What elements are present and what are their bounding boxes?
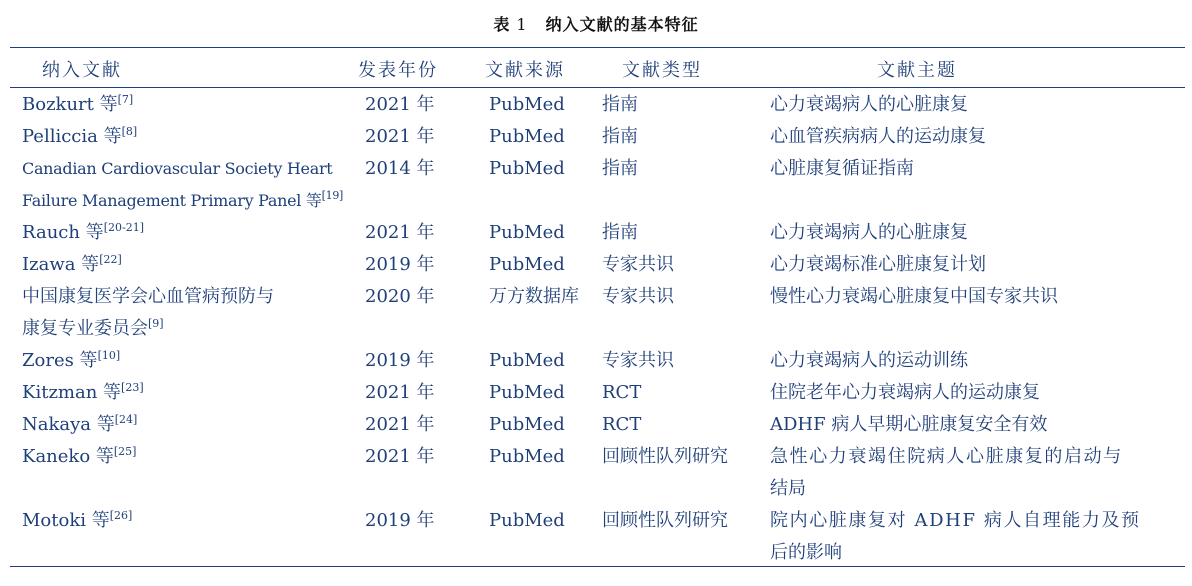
caption-label: 表 [493, 15, 511, 34]
author-cell: Kitzman 等[23] [22, 381, 144, 403]
source-cell: PubMed [489, 382, 565, 403]
author-cell: Motoki 等[26] [22, 509, 133, 531]
header-rule [10, 87, 1185, 88]
citation-ref: [10] [97, 349, 121, 362]
top-rule [10, 47, 1185, 48]
author-cell: 中国康复医学会心血管病预防与 [22, 286, 274, 307]
topic-cell: 慢性心力衰竭心脏康复中国专家共识 [770, 286, 1058, 307]
source-cell: PubMed [489, 126, 565, 147]
type-cell: RCT [602, 414, 642, 435]
author-cell: Nakaya 等[24] [22, 413, 138, 435]
source-cell: PubMed [489, 510, 565, 531]
topic-cell: 后的影响 [770, 542, 842, 563]
header-year: 发表年份 [358, 60, 438, 81]
topic-cell: 心脏康复循证指南 [770, 158, 914, 179]
header-topic: 文献主题 [877, 60, 957, 81]
topic-cell: 心力衰竭标准心脏康复计划 [770, 254, 986, 275]
citation-ref: [25] [113, 445, 137, 458]
type-cell: 专家共识 [602, 254, 674, 275]
year-cell: 2021 年 [365, 414, 435, 435]
table-caption [0, 12, 1192, 35]
source-cell: PubMed [489, 94, 565, 115]
year-cell: 2021 年 [365, 126, 435, 147]
bottom-rule [10, 566, 1185, 567]
citation-ref: [26] [109, 509, 133, 522]
source-cell: PubMed [489, 350, 565, 371]
year-cell: 2020 年 [365, 286, 435, 307]
caption-title: 纳入文献的基本特征 [545, 15, 699, 34]
citation-ref: [23] [121, 381, 144, 394]
author-cell: 康复专业委员会[9] [22, 317, 164, 339]
header-type: 文献类型 [622, 60, 702, 81]
topic-cell: 急性心力衰竭住院病人心脏康复的启动与 [770, 446, 1123, 467]
author-cell: Failure Management Primary Panel 等[19] [22, 189, 344, 210]
type-cell: 回顾性队列研究 [602, 510, 728, 531]
author-cell: Bozkurt 等[7] [22, 93, 134, 115]
author-cell: Kaneko 等[25] [22, 445, 137, 467]
topic-cell: 院内心脏康复对 ADHF 病人自理能力及预 [770, 510, 1141, 531]
type-cell: RCT [602, 382, 642, 403]
citation-ref: [7] [117, 93, 134, 106]
topic-cell: 结局 [770, 478, 806, 499]
topic-cell: 心血管疾病病人的运动康复 [770, 126, 986, 147]
citation-ref: [19] [321, 189, 344, 202]
type-cell: 指南 [602, 94, 638, 115]
header-source: 文献来源 [485, 60, 565, 81]
year-cell: 2021 年 [365, 222, 435, 243]
source-cell: PubMed [489, 222, 565, 243]
type-cell: 指南 [602, 158, 638, 179]
topic-cell: 心力衰竭病人的心脏康复 [770, 94, 968, 115]
author-cell: Rauch 等[20-21] [22, 221, 144, 243]
topic-cell: ADHF 病人早期心脏康复安全有效 [770, 414, 1048, 435]
type-cell: 指南 [602, 222, 638, 243]
year-cell: 2021 年 [365, 446, 435, 467]
topic-cell: 心力衰竭病人的心脏康复 [770, 222, 968, 243]
citation-ref: [9] [148, 317, 164, 330]
citation-ref: [8] [121, 125, 138, 138]
author-cell: Izawa 等[22] [22, 253, 122, 275]
year-cell: 2014 年 [365, 158, 435, 179]
topic-cell: 住院老年心力衰竭病人的运动康复 [770, 382, 1040, 403]
caption-number: 1 [516, 15, 528, 34]
type-cell: 回顾性队列研究 [602, 446, 728, 467]
source-cell: PubMed [489, 158, 565, 179]
year-cell: 2021 年 [365, 382, 435, 403]
year-cell: 2019 年 [365, 350, 435, 371]
header-author: 纳入文献 [42, 60, 122, 81]
year-cell: 2019 年 [365, 510, 435, 531]
source-cell: PubMed [489, 254, 565, 275]
author-cell: Zores 等[10] [22, 349, 121, 371]
citation-ref: [24] [114, 413, 138, 426]
year-cell: 2019 年 [365, 254, 435, 275]
year-cell: 2021 年 [365, 94, 435, 115]
source-cell: PubMed [489, 414, 565, 435]
topic-cell: 心力衰竭病人的运动训练 [770, 350, 968, 371]
source-cell: 万方数据库 [489, 286, 579, 307]
type-cell: 专家共识 [602, 286, 674, 307]
author-cell: Canadian Cardiovascular Society Heart [22, 159, 333, 178]
citation-ref: [20-21] [103, 221, 144, 234]
type-cell: 专家共识 [602, 350, 674, 371]
author-cell: Pelliccia 等[8] [22, 125, 138, 147]
source-cell: PubMed [489, 446, 565, 467]
citation-ref: [22] [99, 253, 122, 266]
type-cell: 指南 [602, 126, 638, 147]
